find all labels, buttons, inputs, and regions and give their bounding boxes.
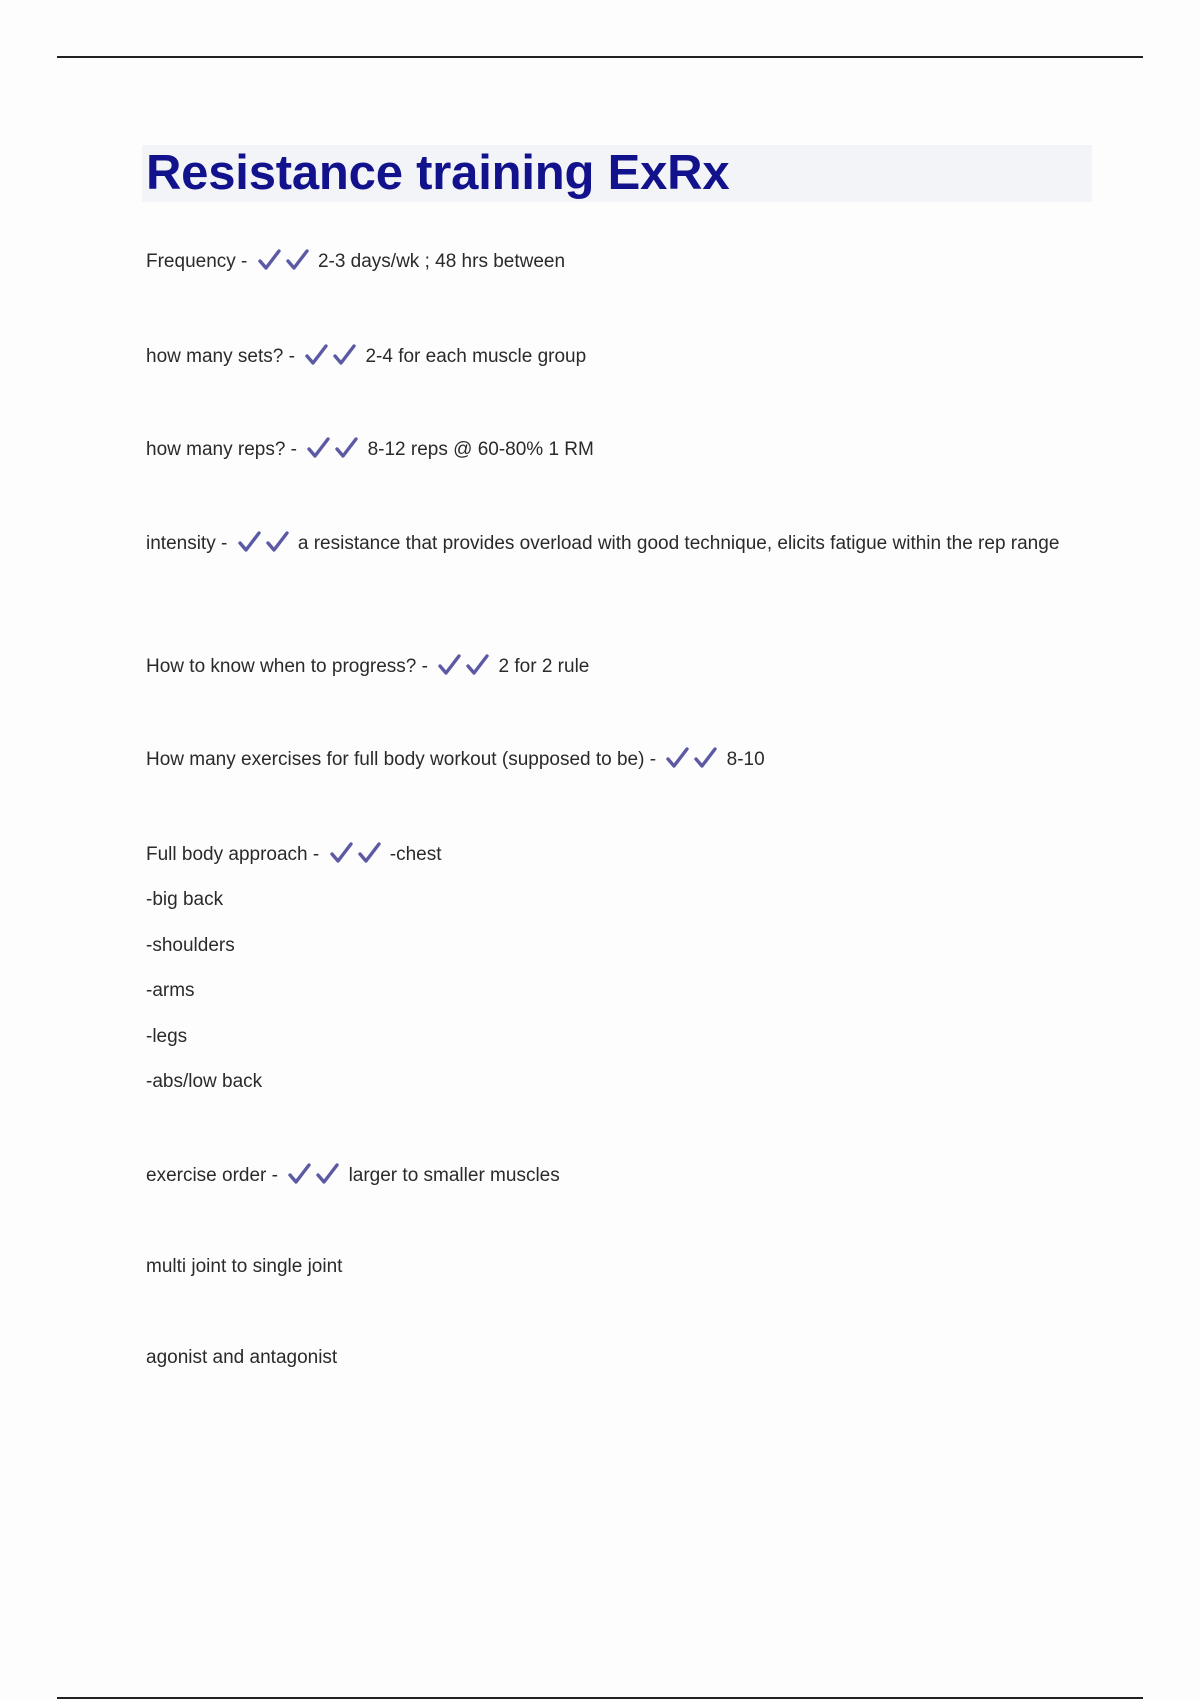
flashcard-intensity [146, 530, 1081, 558]
check-icon [332, 343, 356, 367]
page-title: Resistance training ExRx [146, 146, 730, 200]
question-text: Frequency - [146, 251, 248, 272]
check-icon [329, 841, 353, 865]
question-text: intensity - [146, 533, 228, 554]
note-line: agonist and antagonist [146, 1347, 338, 1368]
check-icon [465, 653, 489, 677]
top-rule [57, 56, 1143, 58]
answer-text: 8-10 [726, 749, 765, 770]
bottom-rule [57, 1697, 1143, 1699]
check-icon [265, 530, 289, 554]
flashcard-progress [146, 653, 589, 681]
check-icon [357, 841, 381, 865]
check-icon [315, 1162, 339, 1186]
flashcard-exercise-order [146, 1162, 560, 1190]
list-item: -big back [146, 889, 224, 910]
flashcard-frequency [146, 248, 565, 276]
check-icon [285, 248, 309, 272]
answer-text: 2-3 days/wk ; 48 hrs between [317, 251, 566, 272]
question-text: How many exercises for full body workout (supposed to be) - [146, 749, 657, 770]
check-icon [665, 746, 689, 770]
question-text: How to know when to progress? - [146, 656, 428, 677]
list-item: -arms [146, 980, 195, 1001]
answer-text: 2-4 for each muscle group [365, 346, 587, 367]
check-icon [304, 343, 328, 367]
answer-text: -chest [389, 844, 442, 865]
answer-text: 8-12 reps @ 60-80% 1 RM [367, 439, 594, 460]
flashcard-sets [146, 343, 586, 371]
check-icon [437, 653, 461, 677]
check-icon [306, 436, 330, 460]
answer-text: 2 for 2 rule [498, 656, 590, 677]
list-item: -abs/low back [146, 1071, 263, 1092]
check-icon [237, 530, 261, 554]
question-text: how many sets? - [146, 346, 295, 367]
flashcard-exercise-count [146, 746, 765, 774]
question-text: how many reps? - [146, 439, 298, 460]
check-icon [287, 1162, 311, 1186]
check-icon [257, 248, 281, 272]
flashcard-reps [146, 436, 594, 464]
check-icon [693, 746, 717, 770]
list-item: -shoulders [146, 935, 235, 956]
flashcard-full-body [146, 841, 442, 869]
answer-text: larger to smaller muscles [348, 1165, 560, 1186]
note-line: multi joint to single joint [146, 1256, 343, 1277]
check-icon [334, 436, 358, 460]
question-text: exercise order - [146, 1165, 278, 1186]
list-item: -legs [146, 1026, 188, 1047]
answer-text: a resistance that provides overload with good technique, elicits fatigue within the rep range [297, 533, 1060, 554]
question-text: Full body approach - [146, 844, 320, 865]
